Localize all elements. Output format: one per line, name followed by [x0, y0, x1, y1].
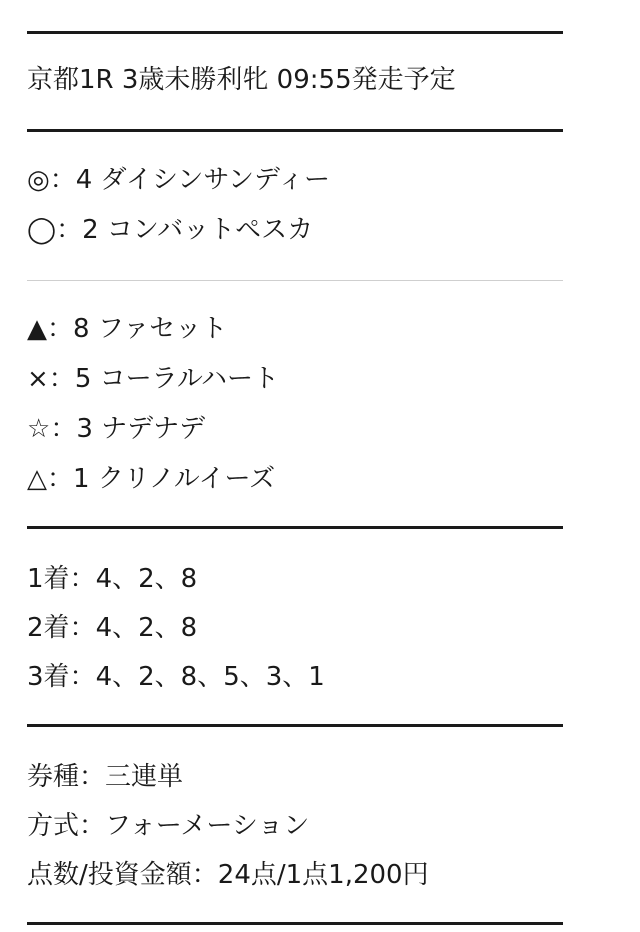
- mark-entry: 8 ファセット: [73, 314, 228, 344]
- bet-amount-row: [27, 858, 587, 892]
- mark-row-honmei: [27, 163, 587, 197]
- mark-row-renka: [27, 462, 587, 496]
- finish-row-second: [27, 611, 587, 645]
- finish-label: 2着: [27, 613, 70, 643]
- mark-row-star: [27, 412, 587, 446]
- finish-label: 3着: [27, 662, 70, 692]
- finish-separator: ：: [69, 613, 96, 643]
- bet-method-value: フォーメーション: [105, 811, 310, 841]
- finish-row-first: [27, 562, 587, 596]
- bet-type-label: 券種: [27, 762, 80, 792]
- divider-thin: [27, 280, 563, 281]
- bet-separator: ：: [79, 762, 106, 792]
- mark-entry: 1 クリノルイーズ: [73, 464, 276, 494]
- finish-separator: ：: [69, 662, 96, 692]
- mark-entry: 3 ナデナデ: [76, 414, 206, 444]
- mark-separator: ：: [56, 215, 83, 245]
- mark-separator: ：: [48, 364, 75, 394]
- finish-row-third: [27, 660, 587, 694]
- bet-separator: ：: [191, 860, 218, 890]
- finish-value: 4、2、8: [95, 564, 198, 594]
- mark-row-taikou: [27, 213, 587, 247]
- triangle-filled-mark: ▲: [27, 314, 47, 344]
- bet-method-label: 方式: [27, 811, 80, 841]
- divider-after-finish: [27, 724, 563, 727]
- finish-label: 1着: [27, 564, 70, 594]
- mark-entry: 2 コンバットペスカ: [82, 215, 314, 245]
- bet-amount-label: 点数/投資金額: [27, 860, 192, 890]
- bet-method-row: [27, 809, 587, 843]
- finish-value: 4、2、8、5、3、1: [95, 662, 325, 692]
- divider-after-title: [27, 129, 563, 132]
- bet-type-row: [27, 760, 587, 794]
- bet-separator: ：: [79, 811, 106, 841]
- mark-separator: ：: [49, 165, 76, 195]
- bet-type-value: 三連単: [105, 762, 184, 792]
- mark-entry: 4 ダイシンサンディー: [75, 165, 330, 195]
- double-circle-mark: ◎: [27, 165, 50, 195]
- triangle-outline-mark: △: [27, 464, 47, 494]
- finish-separator: ：: [69, 564, 96, 594]
- divider-top: [27, 31, 563, 34]
- divider-after-marks: [27, 526, 563, 529]
- bet-amount-value: 24点/1点1,200円: [217, 860, 429, 890]
- star-outline-mark: ☆: [27, 414, 51, 444]
- race-title: 京都1R 3歳未勝利牝 09:55発走予定: [27, 65, 456, 95]
- mark-separator: ：: [47, 464, 74, 494]
- mark-separator: ：: [47, 314, 74, 344]
- finish-value: 4、2、8: [95, 613, 198, 643]
- mark-separator: ：: [50, 414, 77, 444]
- mark-entry: 5 コーラルハート: [74, 364, 280, 394]
- divider-bottom: [27, 922, 563, 925]
- circle-mark: ◯: [27, 215, 57, 245]
- mark-row-tanana: [27, 312, 587, 346]
- mark-row-cross: [27, 362, 587, 396]
- cross-mark: ×: [27, 364, 49, 394]
